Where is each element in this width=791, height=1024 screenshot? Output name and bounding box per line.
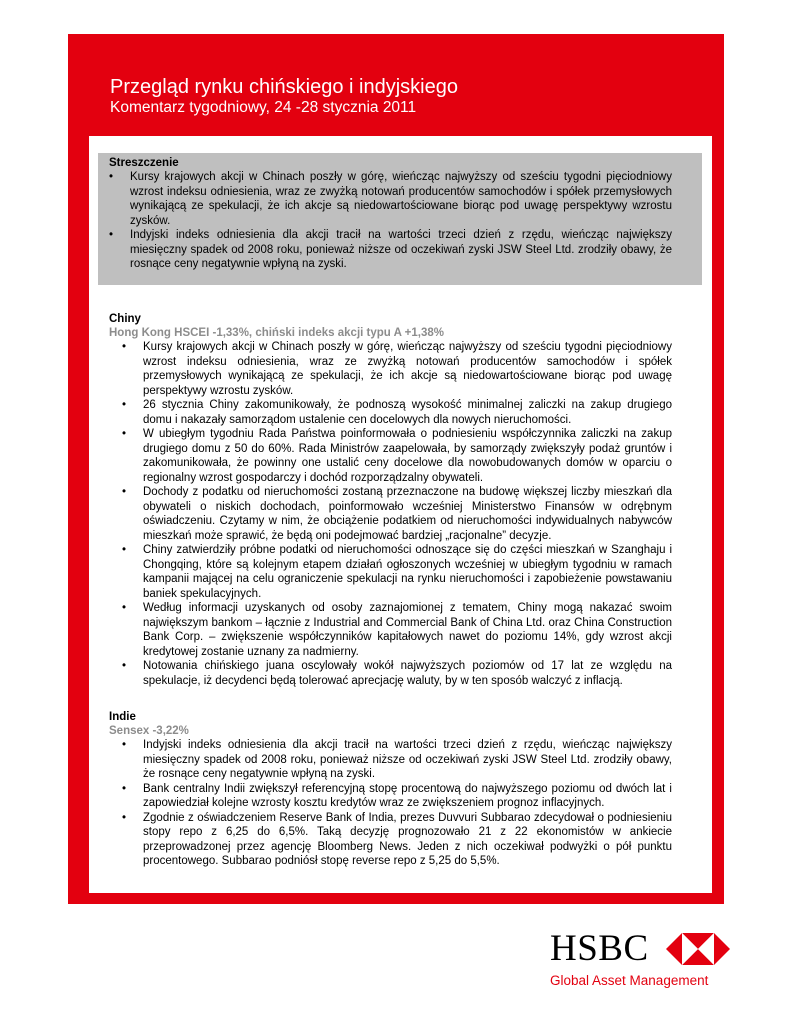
list-item: • Kursy krajowych akcji w Chinach poszły w górę, wieńcząc najwyższy od sześciu tygodni pięciodniowy wzrost indeksu odniesienia, wraz ze zwyżką notowań producentów samochodów i spółek przemysłowych wynikającą ze spekulacji, że ich akcje są niedowartościowane biorąc pod uwagę perspektywy wzrostu zysków. [122,341,672,397]
bullet-icon: • [122,428,127,440]
list-item: • Indyjski indeks odniesienia dla akcji tracił na wartości trzeci dzień z rzędu, wieńcząc największy miesięczny spadek od 2008 roku, ponieważ niższe od oczekiwań zyski JSW Steel Ltd. zrodziły obawy, że rosnące ceny negatywnie wpłyną na zyski. [122,739,672,780]
bullet-icon: • [122,660,127,672]
list-item: • Notowania chińskiego juana oscylowały wokół najwyższych poziomów od 17 lat ze względu na spekulacje, iż decydenci będą tolerować aprecjację waluty, by w ten sposób walczyć z inflacją. [122,660,672,687]
bullet-icon: • [122,739,127,751]
logo-wordmark: HSBC [550,928,649,969]
hsbc-hexagon-icon [666,933,730,965]
bullet-icon: • [122,602,127,614]
logo-tagline: Global Asset Management [550,973,709,988]
bullet-icon: • [109,229,114,241]
list-item: • Kursy krajowych akcji w Chinach poszły w górę, wieńcząc najwyższy od sześciu tygodni pięciodniowy wzrost indeksu odniesienia, wraz ze zwyżką notowań producentów samochodów i spółek przemysłowych wynikającą ze spekulacji, że ich akcje są niedowartościowane biorąc pod uwagę perspektywy wzrostu zysków. [109,171,672,227]
summary-section [109,156,672,272]
china-subheading: Hong Kong HSCEI -1,33%, chiński indeks akcji typu A +1,38% [109,327,444,339]
bullet-icon: • [122,399,127,411]
list-item: • Bank centralny Indii zwiększył referencyjną stopę procentową do najwyższego poziomu od dwóch lat i zapowiedział kolejne wzrosty kosztu kredytów wraz ze zwiększeniem prognoz inflacyjnych. [122,782,672,809]
india-section [109,710,672,869]
page-subtitle: Komentarz tygodniowy, 24 -28 stycznia 2011 [110,99,417,116]
bullet-icon: • [109,171,114,183]
hsbc-logo [550,930,730,990]
list-item: • W ubiegłym tygodniu Rada Państwa poinformowała o podniesieniu współczynnika zaliczki na zakup drugiego domu z 50 do 60%. Rada Ministrów zaapelowała, by samorządy zwiększyły podaż gruntów i zakomunikowała, że powinny one ustalić ceny docelowe dla nowobudowanych domów w oparciu o regionalny wzrost gospodarczy i dochód rozporządzalny obywateli. [122,428,672,484]
china-section [109,312,672,688]
page-title: Przegląd rynku chińskiego i indyjskiego [110,76,458,98]
india-subheading: Sensex -3,22% [109,725,189,737]
list-item: • Indyjski indeks odniesienia dla akcji tracił na wartości trzeci dzień z rzędu, wieńcząc największy miesięczny spadek od 2008 roku, ponieważ niższe od oczekiwań zyski JSW Steel Ltd. zrodziły obawy, że rosnące ceny negatywnie wpłyną na zyski. [109,229,672,270]
list-item: • Zgodnie z oświadczeniem Reserve Bank of India, prezes Duvvuri Subbarao zdecydował o podniesieniu stopy repo z 6,25 do 6,5%. Taką decyzję prognozowało 21 z 22 ekonomistów w ankiecie przeprowadzonej przez agencję Bloomberg News. Jeden z nich oczekiwał podwyżki o pół punktu procentowego. Subbarao podniósł stopę reverse repo z 5,25 do 5,5%. [122,811,672,867]
bullet-icon: • [122,782,127,795]
bullet-icon: • [122,341,127,353]
china-heading: Chiny [109,313,141,325]
list-item: • Chiny zatwierdziły próbne podatki od nieruchomości odnoszące się do części mieszkań w Szanghaju i Chongqing, które są kolejnym etapem działań ogłoszonych wcześniej w ubiegłym tygodniu w ramach kampanii mającej na celu ograniczenie spekulacji na rynku nieruchomości i zapobieżenie powstawaniu baniek spekulacyjnych. [122,544,672,600]
summary-heading: Streszczenie [109,157,179,169]
bullet-icon: • [122,544,127,556]
bullet-icon: • [122,486,127,498]
list-item: • Dochody z podatku od nieruchomości zostaną przeznaczone na budowę większej liczby mieszkań dla obywateli o niskich dochodach, poinformowało wcześniej Ministerstwo Finansów w odrębnym oświadczeniu. Czytamy w nim, że obciążenie podatkiem od nieruchomości indywidualnych nabywców mieszkań może sprawić, że będą oni podejmować bardziej „racjonalne” decyzje. [122,486,672,542]
list-item: • Według informacji uzyskanych od osoby zaznajomionej z tematem, Chiny mogą nakazać swoim największym bankom – łącznie z Industrial and Commercial Bank of China Ltd. oraz China Construction Bank Corp. – zwiększenie współczynników kapitałowych nawet do poziomu 14%, gdy wzrost akcji kredytowej zostanie uznany za nadmierny. [122,602,672,658]
list-item: • 26 stycznia Chiny zakomunikowały, że podnoszą wysokość minimalnej zaliczki na zakup drugiego domu i nakazały samorządom ustalenie cen docelowych dla nowych nieruchomości. [122,399,672,426]
bullet-icon: • [122,811,127,824]
india-heading: Indie [109,711,136,723]
